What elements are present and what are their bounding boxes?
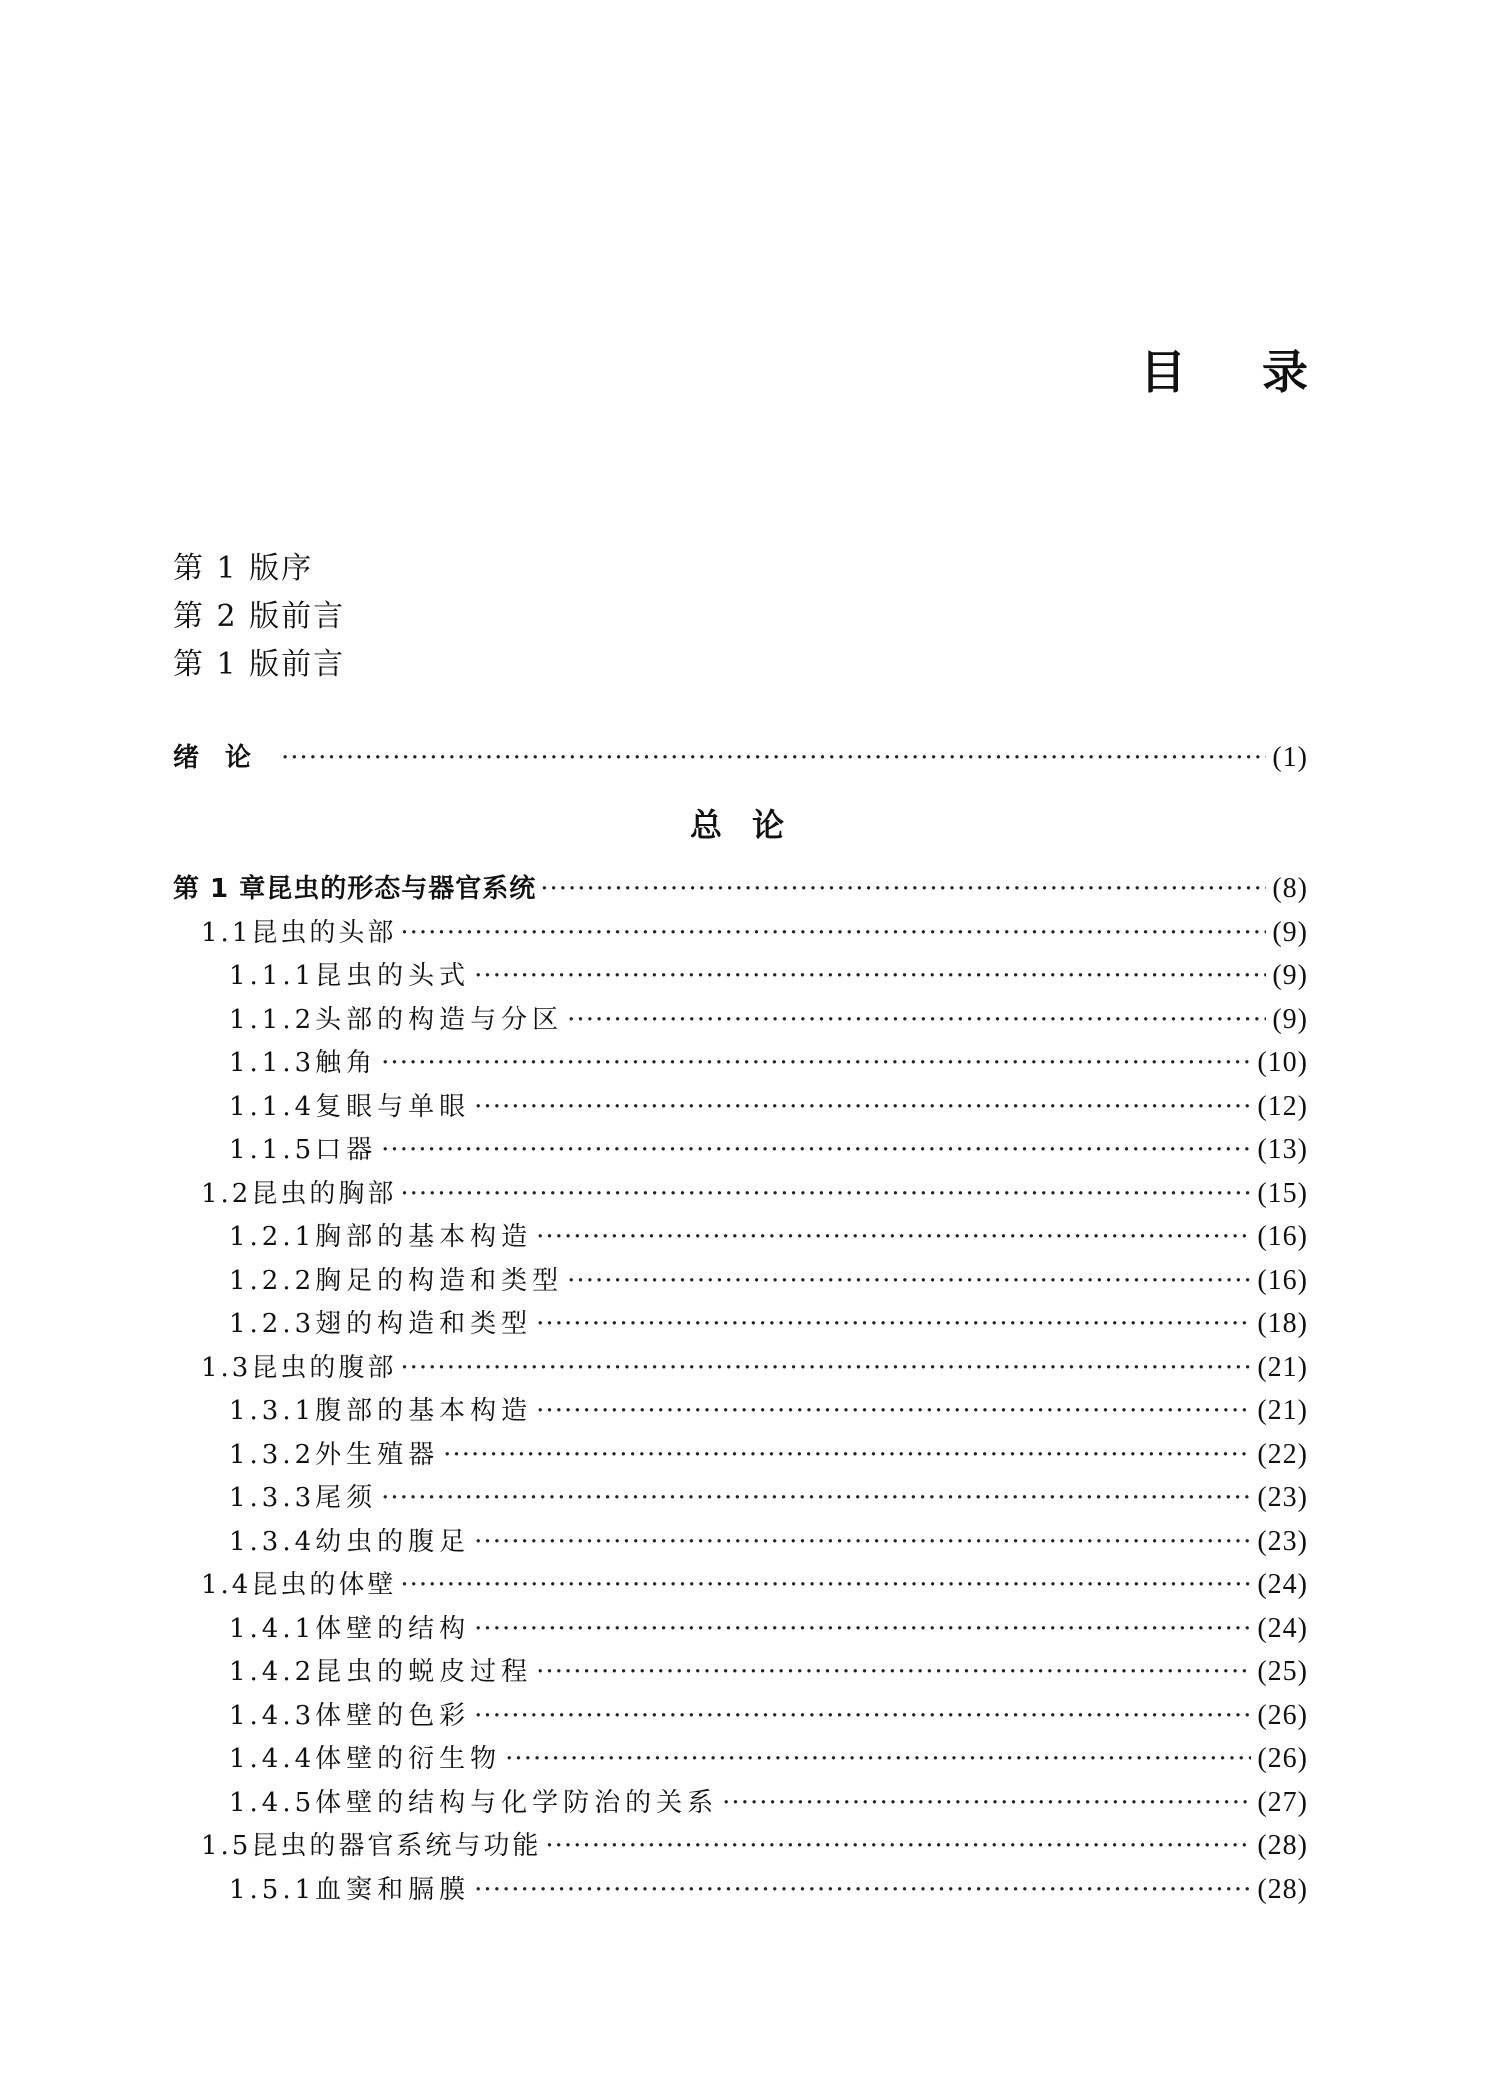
toc-entry-number: 1.5.1 <box>229 1874 316 1905</box>
toc-entry-subsection[interactable] <box>173 1781 1308 1825</box>
toc-entry-number: 1.3 <box>201 1352 252 1383</box>
toc-entry-page: (1) <box>1272 742 1308 773</box>
dot-leader <box>505 1738 1251 1782</box>
toc-entry-subsection[interactable] <box>173 1389 1308 1433</box>
toc-entry-title: 昆虫的器官系统与功能 <box>251 1831 542 1861</box>
toc-entry-number: 1.3.1 <box>229 1396 316 1426</box>
toc-entry-number: 1.4 <box>201 1570 252 1600</box>
toc-entry-section[interactable] <box>173 1824 1308 1868</box>
toc-entry-number: 1.4.1 <box>229 1613 316 1644</box>
toc-entry-subsection[interactable] <box>173 1128 1308 1172</box>
toc-entry-title: 昆虫的体壁 <box>251 1570 397 1600</box>
toc-entry-number: 1.3.2 <box>229 1439 316 1470</box>
toc-entry-subsection[interactable] <box>173 1215 1308 1259</box>
toc-entry-number: 1.1.3 <box>229 1048 316 1078</box>
toc-entry-title: 昆虫的胸部 <box>251 1178 397 1209</box>
toc-entry-title: 胸足的构造和类型 <box>315 1265 564 1296</box>
dot-leader <box>474 1521 1251 1565</box>
dot-leader <box>474 1608 1251 1652</box>
front-matter-item[interactable]: 第 1 版前言 <box>173 647 346 682</box>
toc-entry-title: 昆虫的形态与器官系统 <box>266 874 537 904</box>
toc-entry-title: 昆虫的头式 <box>315 961 471 991</box>
toc-entry-title: 胸部的基本构造 <box>315 1222 533 1252</box>
dot-leader <box>474 955 1266 999</box>
toc-entry-page: (26) <box>1257 1743 1308 1774</box>
toc-entry-number: 第 1 章 <box>173 874 267 904</box>
toc-entry-title: 体壁的衍生物 <box>315 1744 502 1774</box>
toc-entry-number: 1.2.3 <box>229 1309 316 1339</box>
toc-entry-subsection[interactable] <box>173 1737 1308 1781</box>
toc-entry-page: (24) <box>1257 1612 1308 1644</box>
toc-entry-number: 1.1 <box>201 917 252 948</box>
toc-entry-page: (16) <box>1257 1221 1308 1252</box>
toc-entry-number: 1.4.3 <box>229 1700 316 1731</box>
toc-entry-page: (8) <box>1272 873 1308 904</box>
toc-entry-chapter[interactable] <box>173 867 1308 911</box>
toc-entry-page: (21) <box>1257 1351 1308 1383</box>
toc-entry-page: (28) <box>1257 1830 1308 1861</box>
toc-entry-title: 体壁的色彩 <box>315 1700 471 1731</box>
toc-entry-number: 1.5 <box>201 1831 252 1861</box>
dot-leader <box>567 999 1266 1043</box>
toc-entry-page: (12) <box>1257 1090 1308 1122</box>
dot-leader <box>536 1651 1251 1695</box>
page-title-char-2: 录 <box>1262 345 1308 399</box>
toc-entry-subsection[interactable] <box>173 1302 1308 1346</box>
dot-leader <box>400 1564 1251 1608</box>
toc-entry-title: 尾须 <box>315 1483 378 1513</box>
toc-entry-page: (13) <box>1257 1134 1308 1165</box>
toc-entry-number: 1.4.2 <box>229 1657 316 1687</box>
toc-entry-title: 腹部的基本构造 <box>315 1396 533 1426</box>
toc-entry-page: (15) <box>1257 1177 1308 1209</box>
front-matter-list <box>173 545 345 689</box>
toc-entry-section[interactable] <box>173 1563 1308 1607</box>
dot-leader <box>536 1390 1251 1434</box>
dot-leader <box>381 1477 1251 1521</box>
toc-list <box>173 867 1308 1911</box>
toc-entry-title: 昆虫的蜕皮过程 <box>315 1657 533 1687</box>
toc-entry-number: 1.2 <box>201 1178 252 1209</box>
dot-leader <box>567 1260 1251 1304</box>
intro-section <box>173 736 1308 780</box>
toc-entry-subsection[interactable] <box>173 1476 1308 1520</box>
toc-entry-page: (27) <box>1257 1786 1308 1818</box>
toc-entry-title: 体壁的结构与化学防治的关系 <box>315 1787 719 1818</box>
front-matter-item[interactable]: 第 2 版前言 <box>173 599 346 634</box>
part-heading: 总论 <box>689 806 814 844</box>
toc-entry-page: (24) <box>1257 1569 1308 1600</box>
dot-leader <box>443 1434 1251 1478</box>
dot-leader <box>474 1086 1251 1130</box>
toc-entry-intro[interactable] <box>173 736 1308 780</box>
toc-entry-page: (9) <box>1272 960 1308 991</box>
toc-entry-page: (10) <box>1257 1047 1308 1078</box>
toc-entry-subsection[interactable] <box>173 1041 1308 1085</box>
toc-entry-number: 1.2.1 <box>229 1222 316 1252</box>
dot-leader <box>400 1173 1251 1217</box>
toc-entry-page: (9) <box>1272 1003 1308 1035</box>
toc-entry-title: 幼虫的腹足 <box>315 1526 471 1557</box>
toc-entry-page: (16) <box>1257 1264 1308 1296</box>
dot-leader <box>536 1216 1251 1260</box>
toc-entry-subsection[interactable] <box>173 998 1308 1042</box>
toc-entry-title: 复眼与单眼 <box>315 1091 471 1122</box>
toc-entry-title: 绪论 <box>173 743 278 773</box>
toc-entry-number: 1.3.3 <box>229 1483 316 1513</box>
dot-leader <box>722 1782 1251 1826</box>
toc-entry-page: (18) <box>1257 1308 1308 1339</box>
toc-entry-page: (22) <box>1257 1438 1308 1470</box>
dot-leader <box>400 912 1266 956</box>
toc-entry-number: 1.1.2 <box>229 1004 316 1035</box>
toc-entry-subsection[interactable] <box>173 954 1308 998</box>
dot-leader <box>381 1042 1251 1086</box>
dot-leader <box>536 1303 1251 1347</box>
toc-entry-page: (26) <box>1257 1699 1308 1731</box>
toc-entry-title: 血窦和膈膜 <box>315 1874 471 1905</box>
toc-entry-page: (21) <box>1257 1395 1308 1426</box>
toc-entry-subsection[interactable] <box>173 1650 1308 1694</box>
toc-entry-page: (23) <box>1257 1525 1308 1557</box>
toc-entry-section[interactable] <box>173 1172 1308 1216</box>
toc-entry-subsection[interactable] <box>173 1259 1308 1303</box>
dot-leader <box>381 1129 1251 1173</box>
toc-entry-subsection[interactable] <box>173 1868 1308 1912</box>
toc-entry-subsection[interactable] <box>173 1520 1308 1564</box>
toc-entry-title: 体壁的结构 <box>315 1613 471 1644</box>
dot-leader <box>474 1869 1251 1913</box>
toc-entry-title: 触角 <box>315 1048 378 1078</box>
dot-leader <box>400 1347 1251 1391</box>
toc-entry-number: 1.1.5 <box>229 1135 316 1165</box>
toc-entry-title: 口器 <box>315 1135 378 1165</box>
toc-entry-subsection[interactable] <box>173 1694 1308 1738</box>
toc-entry-number: 1.4.5 <box>229 1787 316 1818</box>
toc-entry-page: (25) <box>1257 1656 1308 1687</box>
toc-entry-title: 昆虫的腹部 <box>251 1352 397 1383</box>
toc-entry-subsection[interactable] <box>173 1433 1308 1477</box>
toc-entry-number: 1.2.2 <box>229 1265 316 1296</box>
dot-leader <box>540 868 1266 912</box>
toc-entry-subsection[interactable] <box>173 1607 1308 1651</box>
toc-entry-subsection[interactable] <box>173 1085 1308 1129</box>
toc-entry-title: 头部的构造与分区 <box>315 1004 564 1035</box>
toc-entry-section[interactable] <box>173 911 1308 955</box>
page-title-char-1: 目 <box>1140 345 1186 399</box>
toc-entry-number: 1.4.4 <box>229 1744 316 1774</box>
dot-leader <box>545 1825 1251 1869</box>
toc-entry-title: 昆虫的头部 <box>251 917 397 948</box>
front-matter-item[interactable]: 第 1 版序 <box>173 551 314 586</box>
toc-entry-title: 翅的构造和类型 <box>315 1309 533 1339</box>
dot-leader <box>281 737 1266 781</box>
toc-entry-number: 1.1.1 <box>229 961 316 991</box>
toc-entry-section[interactable] <box>173 1346 1308 1390</box>
toc-entry-number: 1.1.4 <box>229 1091 316 1122</box>
toc-entry-page: (9) <box>1272 916 1308 948</box>
toc-entry-title: 外生殖器 <box>315 1439 440 1470</box>
page-title <box>1140 336 1308 402</box>
toc-entry-page: (23) <box>1257 1482 1308 1513</box>
toc-entry-number: 1.3.4 <box>229 1526 316 1557</box>
dot-leader <box>474 1695 1251 1739</box>
toc-entry-page: (28) <box>1257 1873 1308 1905</box>
